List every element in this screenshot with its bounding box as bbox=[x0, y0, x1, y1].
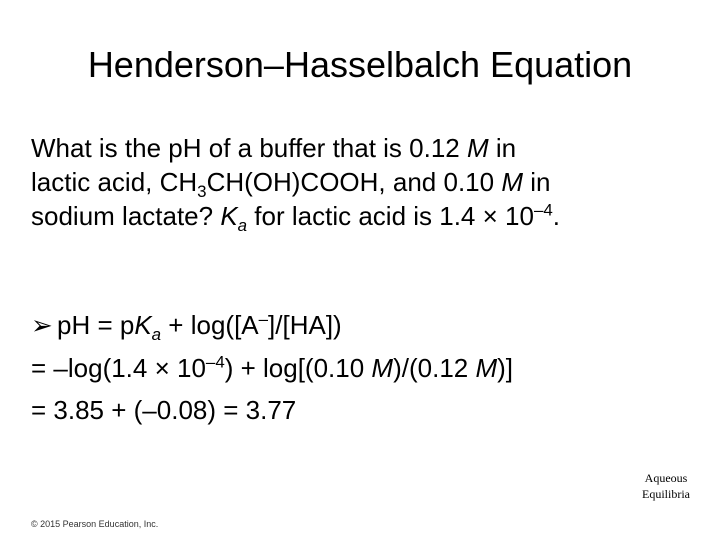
ka-subscript: a bbox=[237, 216, 248, 236]
question-text-segment: What is the pH of a buffer that is 0.12 bbox=[31, 133, 467, 163]
molarity-unit: M bbox=[501, 167, 523, 197]
answer-line-2 bbox=[31, 347, 701, 389]
question-text-segment: in bbox=[488, 133, 517, 163]
answer-text-segment: + log([A bbox=[161, 310, 259, 340]
molarity-unit: M bbox=[466, 133, 489, 163]
watermark-line-1: Aqueous bbox=[644, 471, 688, 485]
ka-symbol: K bbox=[220, 201, 238, 231]
charge-superscript: – bbox=[258, 309, 269, 329]
exponent: –4 bbox=[205, 352, 225, 372]
answer-text-segment: = –log(1.4 × 10 bbox=[31, 353, 206, 383]
question-text-segment: for lactic acid is 1.4 × 10 bbox=[247, 201, 534, 231]
question-text-segment: sodium lactate? bbox=[31, 201, 221, 231]
molarity-unit: M bbox=[371, 353, 394, 383]
question-text bbox=[31, 131, 701, 236]
answer-line-3: = 3.85 + (–0.08) = 3.77 bbox=[31, 395, 297, 425]
molarity-unit: M bbox=[475, 353, 498, 383]
answer-text-segment: )] bbox=[497, 353, 514, 383]
slide-title: Henderson–Hasselbalch Equation bbox=[87, 44, 633, 85]
aqueous-equilibria-watermark bbox=[634, 470, 698, 502]
ka-subscript: a bbox=[151, 325, 162, 345]
question-line-2 bbox=[31, 165, 701, 202]
exponent: –4 bbox=[533, 200, 553, 220]
answer-text-segment: )/(0.12 bbox=[393, 353, 476, 383]
watermark-line-2: Equilibria bbox=[642, 487, 690, 501]
subscript: 3 bbox=[197, 182, 207, 202]
answer-text-segment: ]/[HA]) bbox=[268, 310, 342, 340]
question-text-segment: in bbox=[522, 167, 551, 197]
question-text-segment: . bbox=[552, 201, 560, 231]
ka-symbol: K bbox=[134, 310, 152, 340]
copyright-footer: © 2015 Pearson Education, Inc. bbox=[31, 519, 159, 529]
arrow-bullet-icon: ➢ bbox=[31, 311, 53, 341]
answer-text-segment: ) + log[(0.10 bbox=[224, 353, 372, 383]
answer-line-1 bbox=[31, 304, 701, 347]
question-text-segment: lactic acid, CH bbox=[31, 167, 198, 197]
question-line-3 bbox=[31, 199, 701, 236]
question-text-segment: CH(OH)COOH, and 0.10 bbox=[206, 167, 502, 197]
answer-text-segment: pH = p bbox=[57, 310, 135, 340]
answer-block bbox=[31, 304, 701, 431]
question-line-1 bbox=[31, 131, 701, 165]
